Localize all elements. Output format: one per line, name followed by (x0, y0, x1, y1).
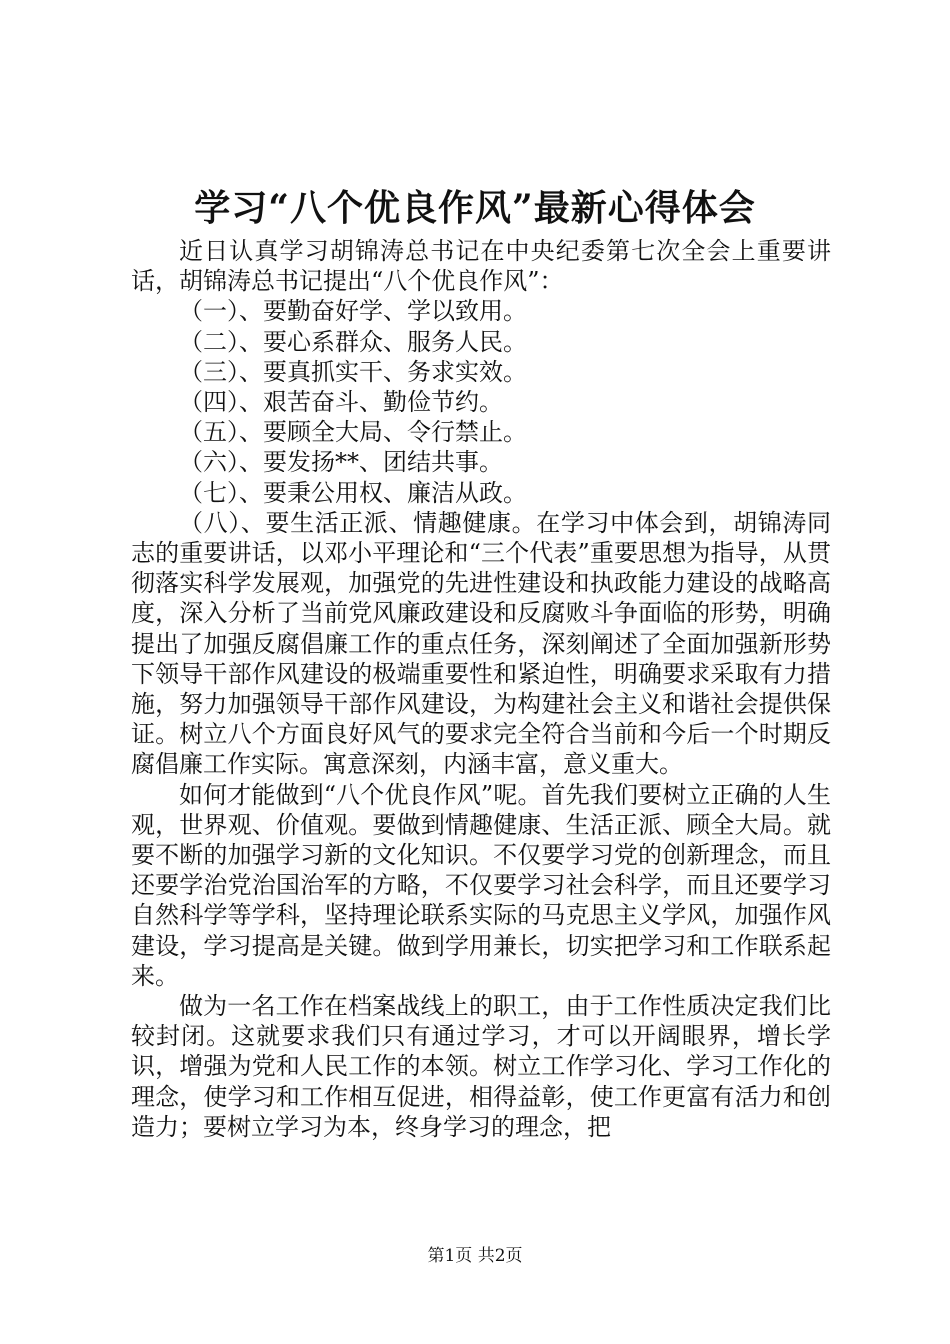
body-paragraph: 如何才能做到“八个优良作风”呢。首先我们要树立正确的人生观，世界观、价值观。要做到情趣健康、生活正派、顾全大局。就要不断的加强学习新的文化知识。不仅要学习党的创新理念，而且还要学治党治国治军的方略，不仅要学习社会科学，而且还要学习自然科学等学科，坚持理论联系实际的马克思主义学风，加强作风建设，学习提高是关键。做到学用兼长，切实把学习和工作联系起来。 (131, 780, 831, 990)
list-item: （四）、艰苦奋斗、勤俭节约。 (179, 388, 503, 417)
list-item: （六）、要发扬**、团结共事。 (179, 448, 503, 477)
document-title: 学习“八个优良作风”最新心得体会 (194, 187, 756, 229)
list-item: （三）、要真抓实干、务求实效。 (179, 357, 527, 386)
body-paragraph: （八）、要生活正派、情趣健康。在学习中体会到，胡锦涛同志的重要讲话，以邓小平理论和“三个代表”重要思想为指导，从贯彻落实科学发展观，加强党的先进性建设和执政能力建设的战略高度，深入分析了当前党风廉政建设和反腐败斗争面临的形势，明确提出了加强反腐倡廉工作的重点任务，深刻阐述了全面加强新形势下领导干部作风建设的极端重要性和紧迫性，明确要求采取有力措施，努力加强领导干部作风建设，为构建社会主义和谐社会提供保证。树立八个方面良好风气的要求完全符合当前和今后一个时期反腐倡廉工作实际。寓意深刻，内涵丰富，意义重大。 (131, 508, 831, 779)
page-total: 共2页 (477, 1246, 523, 1266)
list-item: （五）、要顾全大局、令行禁止。 (179, 418, 527, 447)
list-item: （一）、要勤奋好学、学以致用。 (179, 297, 527, 326)
document-body (131, 236, 831, 1142)
page-footer (0, 1244, 950, 1268)
list-item: （二）、要心系群众、服务人民。 (179, 327, 527, 356)
intro-paragraph: 近日认真学习胡锦涛总书记在中央纪委第七次全会上重要讲话，胡锦涛总书记提出“八个优良作风”： (131, 237, 831, 296)
page-number: 第1页 (427, 1246, 473, 1266)
body-paragraph: 做为一名工作在档案战线上的职工，由于工作性质决定我们比较封闭。这就要求我们只有通过学习，才可以开阔眼界，增长学识，增强为党和人民工作的本领。树立工作学习化、学习工作化的理念，使学习和工作相互促进，相得益彰，使工作更富有活力和创造力；要树立学习为本，终身学习的理念，把 (131, 992, 831, 1141)
list-item: （七）、要秉公用权、廉洁从政。 (179, 478, 527, 507)
